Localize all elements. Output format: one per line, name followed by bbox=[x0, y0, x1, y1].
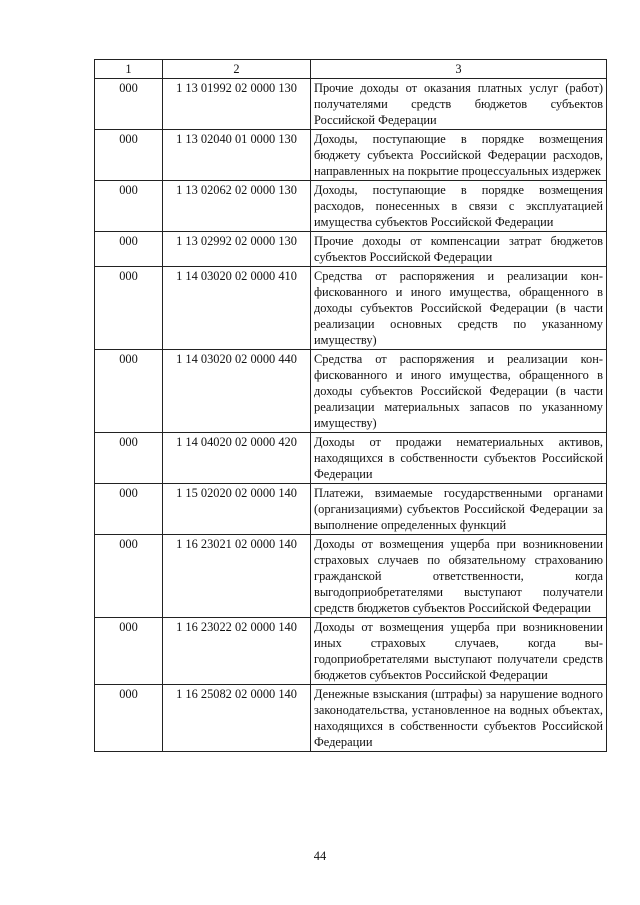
column-header-1: 1 bbox=[95, 60, 163, 79]
revenue-code-cell: 1 13 01992 02 0000 130 bbox=[163, 79, 311, 130]
admin-code-cell: 000 bbox=[95, 79, 163, 130]
admin-code-cell: 000 bbox=[95, 130, 163, 181]
admin-code-cell: 000 bbox=[95, 232, 163, 267]
revenue-code-cell: 1 13 02992 02 0000 130 bbox=[163, 232, 311, 267]
revenue-description-cell: Прочие доходы от оказания платных услуг (работ) получателями средств бюджетов субъектов Российской Федерации bbox=[311, 79, 607, 130]
revenue-description-cell: Платежи, взимаемые государственными органами (организациями) субъектов Российской Федерации за выполнение определенных функций bbox=[311, 484, 607, 535]
column-header-2: 2 bbox=[163, 60, 311, 79]
admin-code-cell: 000 bbox=[95, 484, 163, 535]
revenue-description-cell: Доходы, поступающие в порядке возмещения расходов, понесенных в связи с эксплуатацией имущества субъектов Российской Федерации bbox=[311, 181, 607, 232]
column-header-3: 3 bbox=[311, 60, 607, 79]
admin-code-cell: 000 bbox=[95, 181, 163, 232]
table-row bbox=[95, 267, 607, 350]
revenue-description-cell: Денежные взыскания (штрафы) за нарушение водного законодательства, установленное на водных объектах, находящихся в собственности субъектов Российской Федерации bbox=[311, 685, 607, 752]
table-row bbox=[95, 685, 607, 752]
admin-code-cell: 000 bbox=[95, 618, 163, 685]
revenue-code-cell: 1 16 23022 02 0000 140 bbox=[163, 618, 311, 685]
revenue-code-cell: 1 16 23021 02 0000 140 bbox=[163, 535, 311, 618]
revenue-code-cell: 1 16 25082 02 0000 140 bbox=[163, 685, 311, 752]
admin-code-cell: 000 bbox=[95, 535, 163, 618]
revenue-description-cell: Доходы, поступающие в порядке возмещения бюджету субъекта Российской Федерации расходов, направленных на покрытие процессуальных издержек bbox=[311, 130, 607, 181]
revenue-description-cell: Средства от распоряжения и реализации конфискованного и иного имущества, обращенного в доходы субъектов Российской Федерации (в части реализации основных средств по указанному имуществу) bbox=[311, 267, 607, 350]
table-header-row bbox=[95, 60, 607, 79]
revenue-code-cell: 1 13 02062 02 0000 130 bbox=[163, 181, 311, 232]
table-row bbox=[95, 618, 607, 685]
table-row bbox=[95, 181, 607, 232]
table-row bbox=[95, 484, 607, 535]
revenue-description-cell: Доходы от возмещения ущерба при возникновении страховых случаев по обязательному страхованию гражданской ответственности, когда выгодоприобретателями выступают получатели средств бюджетов субъектов Российской Федерации bbox=[311, 535, 607, 618]
admin-code-cell: 000 bbox=[95, 685, 163, 752]
table-row bbox=[95, 433, 607, 484]
revenue-code-cell: 1 15 02020 02 0000 140 bbox=[163, 484, 311, 535]
revenue-code-cell: 1 14 03020 02 0000 410 bbox=[163, 267, 311, 350]
revenue-description-cell: Доходы от возмещения ущерба при возникновении иных страховых случаев, когда выгодоприобретателями выступают получатели средств бюджетов субъектов Российской Федерации bbox=[311, 618, 607, 685]
budget-revenue-table bbox=[94, 59, 607, 752]
revenue-description-cell: Средства от распоряжения и реализации конфискованного и иного имущества, обращенного в доходы субъектов Российской Федерации (в части реализации материальных запасов по указанному имуществу) bbox=[311, 350, 607, 433]
admin-code-cell: 000 bbox=[95, 267, 163, 350]
admin-code-cell: 000 bbox=[95, 433, 163, 484]
revenue-code-cell: 1 14 03020 02 0000 440 bbox=[163, 350, 311, 433]
revenue-code-cell: 1 14 04020 02 0000 420 bbox=[163, 433, 311, 484]
page-number: 44 bbox=[313, 849, 327, 863]
table-row bbox=[95, 79, 607, 130]
table-row bbox=[95, 535, 607, 618]
table-row bbox=[95, 130, 607, 181]
table-row bbox=[95, 350, 607, 433]
admin-code-cell: 000 bbox=[95, 350, 163, 433]
revenue-code-cell: 1 13 02040 01 0000 130 bbox=[163, 130, 311, 181]
table-row bbox=[95, 232, 607, 267]
revenue-description-cell: Прочие доходы от компенсации затрат бюджетов субъектов Российской Федерации bbox=[311, 232, 607, 267]
revenue-description-cell: Доходы от продажи нематериальных активов, находящихся в собственности субъектов Российской Федерации bbox=[311, 433, 607, 484]
